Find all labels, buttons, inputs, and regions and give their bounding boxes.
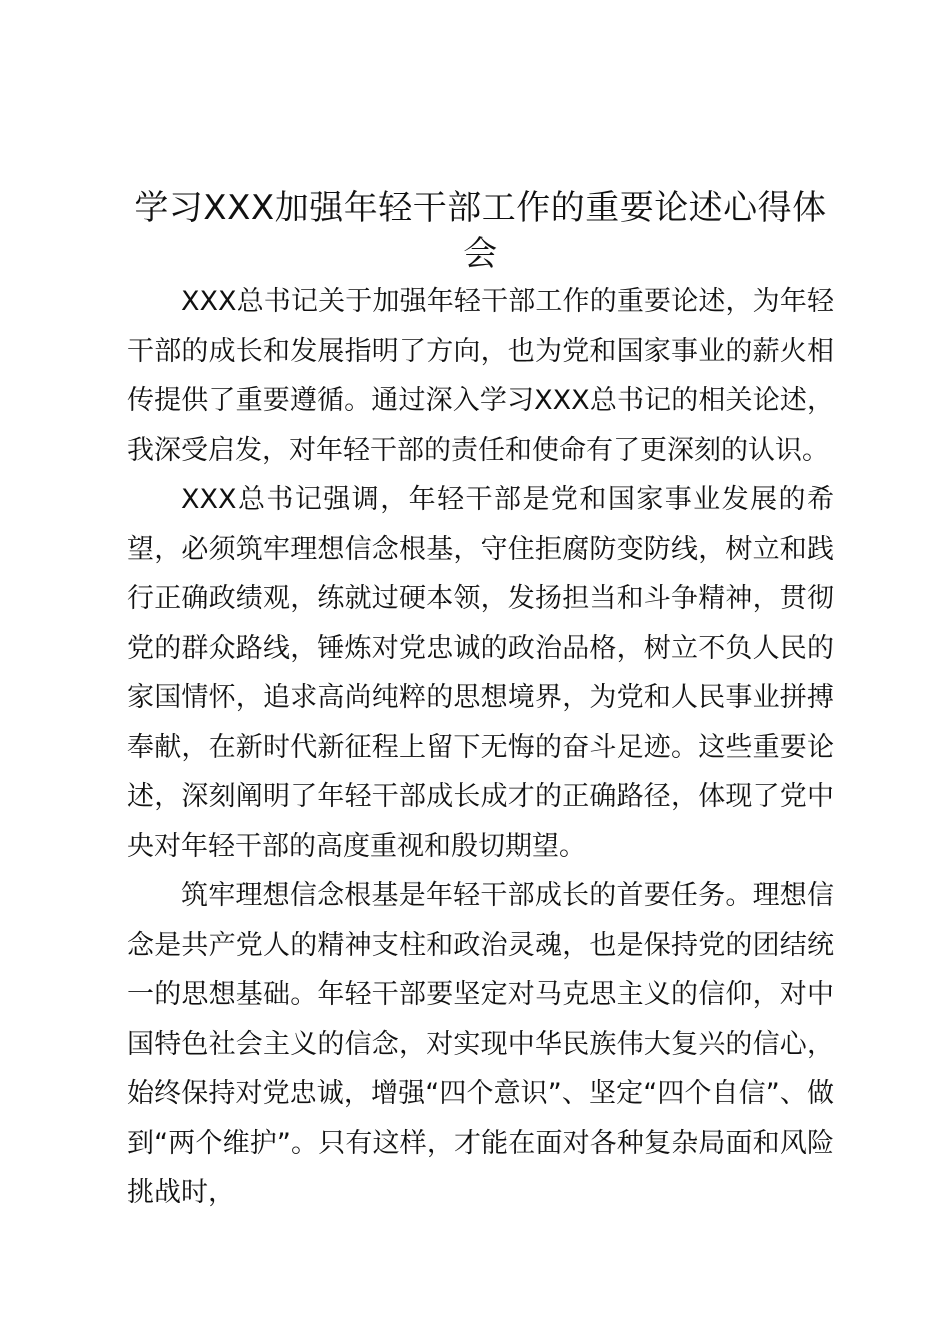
document-body <box>127 185 834 1218</box>
document-title: 学习XXX加强年轻干部工作的重要论述心得体会 <box>134 188 827 274</box>
paragraph-1: XXX总书记关于加强年轻干部工作的重要论述，为年轻干部的成长和发展指明了方向，也为党和国家事业的薪火相传提供了重要遵循。通过深入学习XXX总书记的相关论述，我深受启发，对年轻干部的责任和使命有了更深刻的认识。 <box>127 286 834 466</box>
paragraph-2: XXX总书记强调，年轻干部是党和国家事业发展的希望，必须筑牢理想信念根基，守住拒腐防变防线，树立和践行正确政绩观，练就过硬本领，发扬担当和斗争精神，贯彻党的群众路线，锤炼对党忠诚的政治品格，树立不负人民的家国情怀，追求高尚纯粹的思想境界，为党和人民事业拼搏奉献，在新时代新征程上留下无悔的奋斗足迹。这些重要论述，深刻阐明了年轻干部成长成才的正确路径，体现了党中央对年轻干部的高度重视和殷切期望。 <box>127 484 834 862</box>
paragraph-3: 筑牢理想信念根基是年轻干部成长的首要任务。理想信念是共产党人的精神支柱和政治灵魂，也是保持党的团结统一的思想基础。年轻干部要坚定对马克思主义的信仰，对中国特色社会主义的信念，对实现中华民族伟大复兴的信心，始终保持对党忠诚，增强“四个意识”、坚定“四个自信”、做到“两个维护”。只有这样，才能在面对各种复杂局面和风险挑战时， <box>127 880 834 1208</box>
